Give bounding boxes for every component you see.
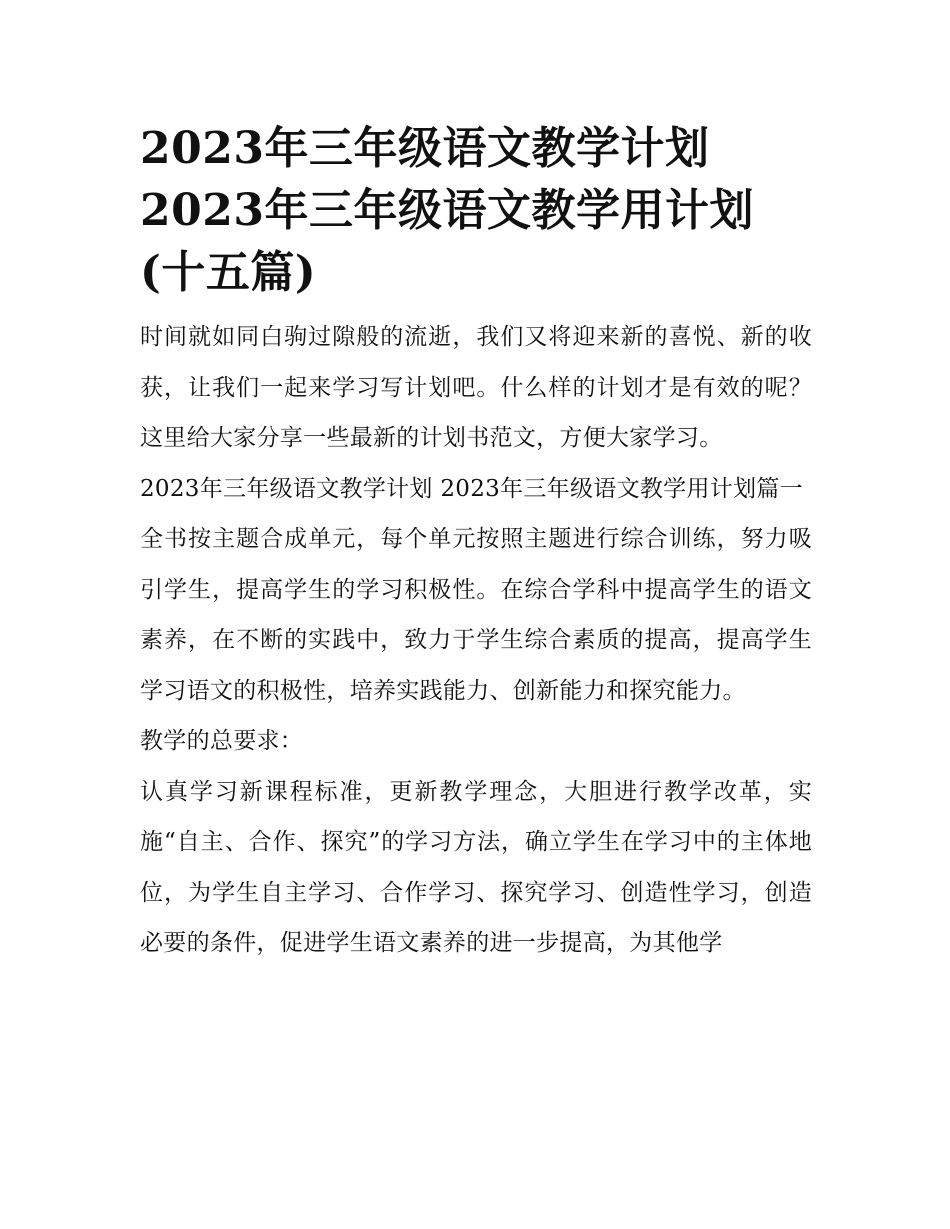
intro-paragraph: 时间就如同白驹过隙般的流逝，我们又将迎来新的喜悦、新的收获，让我们一起来学习写计划吧。什么样的计划才是有效的呢？这里给大家分享一些最新的计划书范文，方便大家学习。 <box>140 324 812 451</box>
document-title <box>140 118 812 304</box>
requirements-heading: 教学的总要求： <box>140 728 304 754</box>
body-paragraph: 认真学习新课程标准，更新教学理念，大胆进行教学改革，实施“自主、合作、探究”的学习方法，确立学生在学习中的主体地位，为学生自主学习、合作学习、探究学习、创造性学习，创造必要的条件，促进学生语文素养的进一步提高，为其他学 <box>140 778 812 956</box>
body-paragraph: 全书按主题合成单元，每个单元按照主题进行综合训练，努力吸引学生，提高学生的学习积极性。在综合学科中提高学生的语文素养，在不断的实践中，致力于学生综合素质的提高，提高学生学习语文的积极性，培养实践能力、创新能力和探究能力。 <box>140 526 812 704</box>
document-page <box>140 118 812 969</box>
title-line: (十五篇) <box>140 247 317 298</box>
title-line: 2023年三年级语文教学用计划 <box>140 185 754 236</box>
section-heading: 2023年三年级语文教学计划 2023年三年级语文教学用计划篇一 <box>140 475 803 502</box>
title-line: 2023年三年级语文教学计划 <box>140 123 710 174</box>
